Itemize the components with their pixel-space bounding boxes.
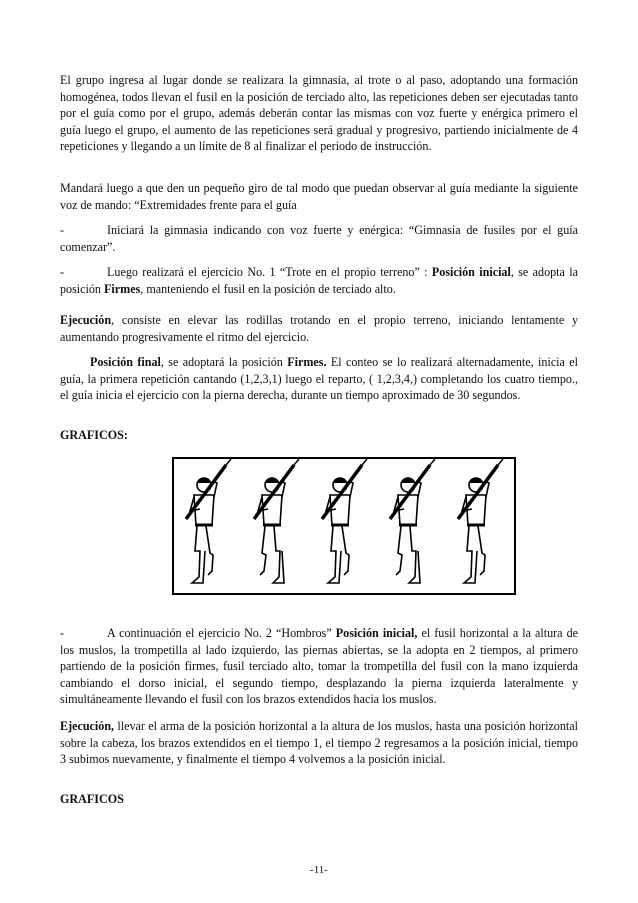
exercise-2-text: el fusil horizontal a la altura de los muslos, la trompetilla al lado izquierdo, las piernas abiertas, se la adopta en 2 tiempos, al primero partiendo de la posición firmes, fusil terciado alto, tomar la trompetilla del fusil con la mano izquierda cambiando el dorso inicial, el segundo tiempo, desplazando la pierna izquierda lateralmente y simultáneamente llevando el fusil con los brazos extendidos hacia los muslos.: [60, 626, 578, 707]
execution-term: Ejecución: [60, 313, 112, 327]
paragraph-start-text: Iniciará la gimnasia indicando con voz fuerte y enérgica: “Gimnasia de fusiles por el guía comenzar”.: [60, 223, 578, 254]
paragraph-start-gymnastics: [60, 222, 578, 255]
paragraph-command: Mandará luego a que den un pequeño giro de tal modo que puedan observar al guía mediante la siguiente voz de mando: “Extremidades frente para el guía: [60, 181, 578, 212]
final-position-text-end: El conteo se lo realizará alternadamente, inicia el guía, la primera repetición cantando (1,2,3,1) luego el reparto, ( 1,2,3,4,) completando los cuatro tiempo., el guía inicia el ejercicio con la pierna derecha, durante un tiempo aproximado de 30 segundos.: [60, 355, 579, 403]
bullet-dash: -: [60, 223, 65, 237]
soldier-figure: [186, 459, 231, 583]
firmes-term: Firmes: [104, 281, 141, 296]
soldier-figure: [254, 459, 299, 583]
graficos-heading-1: GRAFICOS:: [60, 428, 128, 442]
graficos-heading-2: GRAFICOS: [60, 792, 124, 806]
execution-2-text: llevar el arma de la posición horizontal a la altura de los muslos, hasta una posición horizontal sobre la cabeza, los brazos extendidos en el tiempo 1, el tiempo 2 regresamos a la posición inicial, tiempo 3 subimos nuevamente, y finalmente el tiempo 4 volvemos a la posición inicial.: [60, 719, 578, 767]
firmes-term: Firmes.: [287, 355, 327, 369]
final-position-text: , se adoptará la posición: [160, 355, 288, 369]
soldier-figure: [390, 459, 435, 583]
bullet-dash: -: [60, 265, 65, 279]
exercise-2-intro: A continuación el ejercicio No. 2 “Hombros”: [107, 626, 336, 640]
exercise-1-initial-position-term: Posición inicial: [431, 265, 511, 279]
paragraph-intro: El grupo ingresa al lugar donde se realizara la gimnasia, al trote o al paso, adoptando una formación homogénea, todos llevan el fusil en la posición de terciado alto, las repeticiones deben ser ejecutadas tanto por el guía como por el grupo, además deberán contar las mismas con voz fuerte y enérgica primero el guía luego el grupo, el aumento de las repeticiones será gradual y progresivo, partiendo inicialmente de 4 repeticiones y llegando a un límite de 8 al finalizar el periodo de instrucción.: [60, 73, 578, 154]
soldier-figure: [322, 459, 367, 583]
exercise-1-intro: Luego realizará el ejercicio No. 1 “Trote en el propio terreno” :: [107, 265, 432, 279]
exercise-2-initial-position-term: Posición inicial,: [335, 626, 418, 640]
paragraph-exercise-2: [60, 625, 578, 708]
exercise-1-text: , se adopta la posición: [60, 265, 578, 296]
exercise-1-text-end: , manteniendo el fusil en la posición de terciado alto.: [140, 281, 396, 296]
bullet-dash: -: [60, 626, 65, 640]
exercise-figure: [172, 457, 516, 595]
page-number: -11-: [310, 864, 328, 876]
paragraph-execution-1: [60, 312, 578, 345]
paragraph-execution-2: [60, 718, 578, 768]
paragraph-exercise-1: [60, 264, 578, 297]
paragraph-final-position: [60, 354, 578, 404]
final-position-term: Posición final: [90, 355, 161, 369]
execution-text: , consiste en elevar las rodillas trotando en el propio terreno, iniciando lentamente y aumentando progresivamente el ritmo del ejercicio.: [60, 313, 578, 344]
soldier-figure: [458, 459, 503, 583]
soldiers-rifle-exercise-illustration: [174, 459, 514, 593]
execution-term: Ejecución,: [60, 719, 115, 733]
